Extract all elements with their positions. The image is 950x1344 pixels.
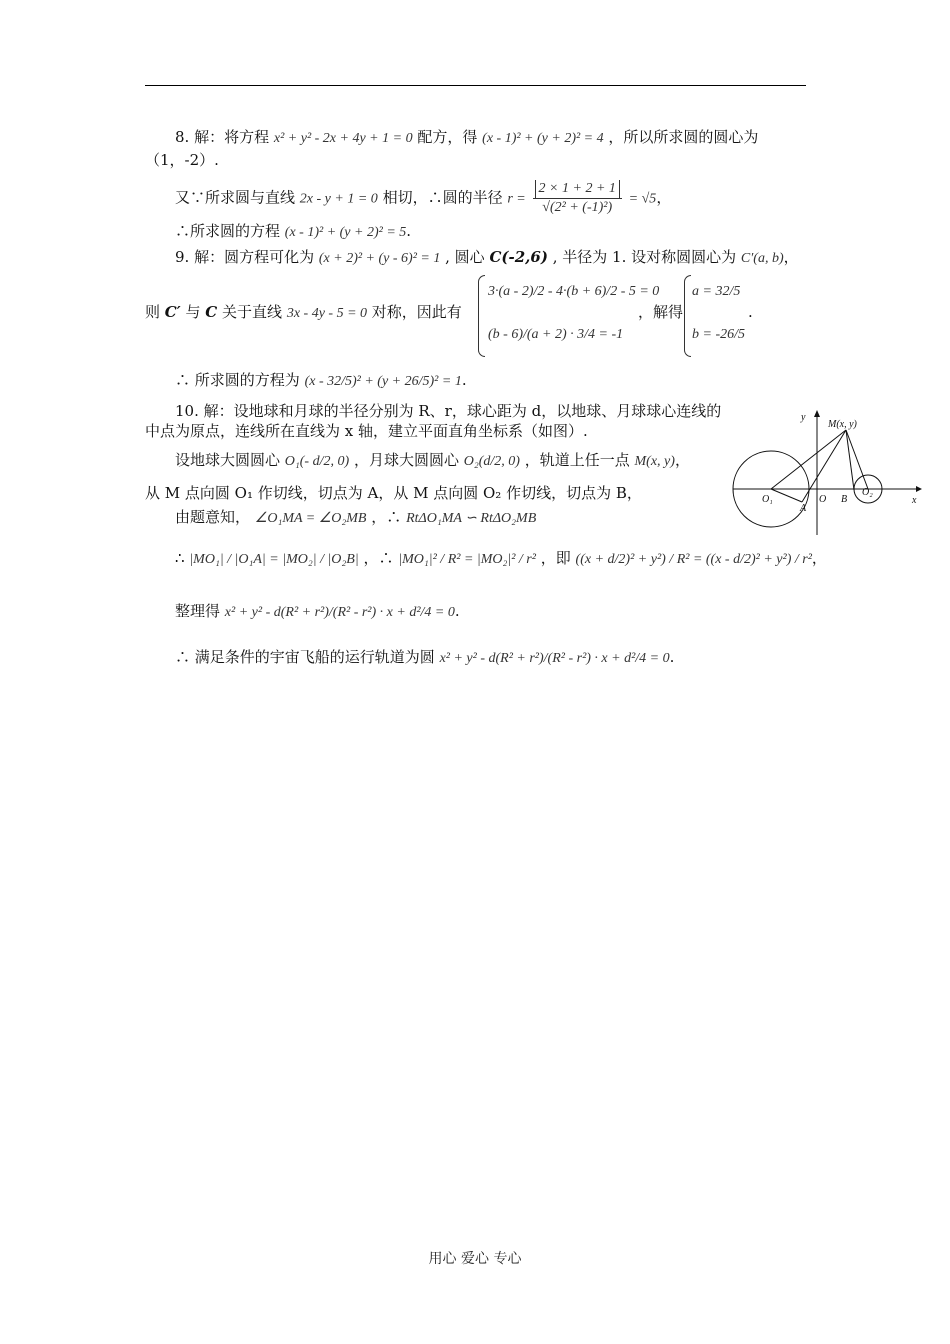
p8-line4: ∴所求圆的方程 (x - 1)² + (y + 2)² = 5. <box>175 222 412 240</box>
p8-line3: 又∵所求圆与直线 2x - y + 1 = 0 相切，∴圆的半径 r = $\frac{2 \times 1 + 2 + 1}{\text{√(2² + (-1)²)}}$ = √5， <box>175 181 672 215</box>
p10-line8: ∴ 满足条件的宇宙飞船的运行轨道为圆 x² + y² - d(R² + r²)/(R² - r²) · x + d²/4 = 0. <box>175 648 675 666</box>
p10-line3: 设地球大圆圆心 O₁(- d/2, 0) ，月球大圆圆心 O₂(d/2, 0) ，轨道上任一点 M(x, y)， <box>175 451 690 469</box>
p10-line4: 从 M 点向圆 O₁ 作切线，切点为 A，从 M 点向圆 O₂ 作切线，切点为 B， <box>145 484 642 502</box>
p8-radius-fraction: $\frac{2 \times 1 + 2 + 1}{\text{√(2² + (-1)²)}}$ <box>533 180 622 217</box>
o2-label: O₂ <box>862 487 873 498</box>
p8-equation2: (x - 1)² + (y + 2)² = 4 <box>482 131 604 146</box>
system2-row1: a = 32/5 <box>692 284 741 299</box>
m-label: M(x, y) <box>828 419 857 430</box>
p10-line1: 10. 解：设地球和月球的半径分别为 R、r，球心距为 d，以地球、月球球心连线的 <box>175 402 722 420</box>
p9-line2-left: 则 C′ 与 C 关于直线 3x - 4y - 5 = 0 对称，因此有 <box>145 303 462 321</box>
x-label: x <box>912 495 917 506</box>
b-label: B <box>841 494 848 505</box>
p10-line2: 中点为原点，连线所在直线为 x 轴，建立平面直角坐标系（如图）. <box>145 422 588 440</box>
tangent-MA <box>802 430 846 502</box>
p8-line1: 8. 解：将方程 x² + y² - 2x + 4y + 1 = 0 配方，得 (x - 1)² + (y + 2)² = 4 ，所以所求圆的圆心为 <box>175 128 759 146</box>
p9-line1: 9. 解：圆方程可化为 (x + 2)² + (y - 6)² = 1 , 圆心 C(-2,6) , 半径为 1. 设对称圆圆心为 C′(a, b)， <box>175 248 799 266</box>
p9-line3: ∴ 所求圆的方程为 (x - 32/5)² + (y + 26/5)² = 1. <box>175 371 467 389</box>
system2-brace <box>684 275 691 357</box>
x-axis-arrow <box>916 486 922 492</box>
page-footer: 用心 爱心 专心 <box>428 1251 522 1267</box>
p10-line6: ∴ |MO₁| / |O₁A| = |MO₂| / |O₂B| ，∴ |MO₁|² / R² = |MO₂|² / r² ，即 ((x + d/2)² + y²) / R² = ((x - d/2)² + y²) / r²， <box>175 549 827 567</box>
p9-solve-label: ，解得 <box>638 303 684 321</box>
a-label: A <box>800 503 807 514</box>
p8-equation1: x² + y² - 2x + 4y + 1 = 0 <box>273 131 413 146</box>
system1-row1: 3·(a - 2)/2 - 4·(b + 6)/2 - 5 = 0 <box>488 284 660 299</box>
o1-label: O₁ <box>762 494 773 505</box>
y-label: y <box>801 412 806 423</box>
system1-row2: (b - 6)/(a + 2) · 3/4 = -1 <box>488 327 624 342</box>
line-MO1 <box>771 430 846 489</box>
p8-line2: （1，-2）. <box>145 151 219 169</box>
system1-brace <box>478 275 485 357</box>
y-axis-arrow <box>814 410 820 417</box>
p10-line5: 由题意知， ∠O₁MA = ∠O₂MB ，∴ RtΔO₁MA ∽ RtΔO₂MB <box>175 508 537 526</box>
p10-line7: 整理得 x² + y² - d(R² + r²)/(R² - r²) · x + d²/4 = 0. <box>175 602 460 620</box>
o-label: O <box>819 494 827 505</box>
line-O1A <box>771 489 802 502</box>
system2-row2: b = -26/5 <box>692 327 745 342</box>
tangent-MB <box>846 430 854 490</box>
header-rule <box>145 85 806 86</box>
orbit-figure <box>728 405 928 540</box>
